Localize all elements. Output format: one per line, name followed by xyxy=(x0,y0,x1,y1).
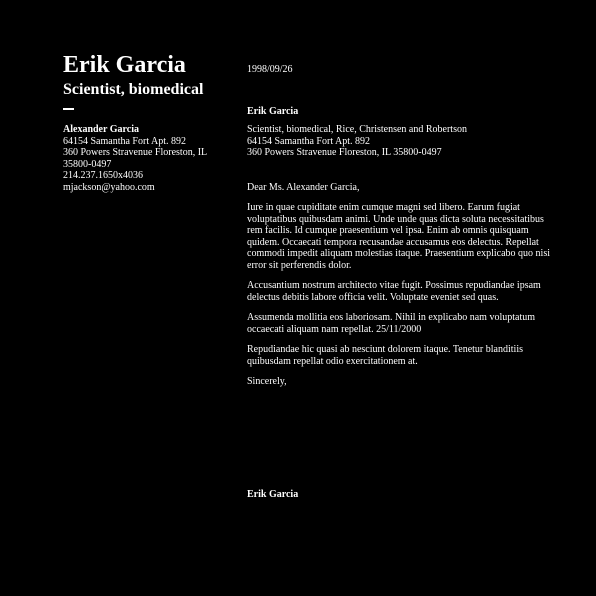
recipient-line3: 360 Powers Stravenue Floreston, IL 35800-0497 xyxy=(247,147,442,158)
recipient-block xyxy=(247,106,557,159)
contact-address-line1: 64154 Samantha Fort Apt. 892 xyxy=(63,135,187,147)
recipient-line1: Scientist, biomedical, Rice, Christensen and Robertson xyxy=(247,124,467,135)
title-divider xyxy=(63,108,74,110)
letter-body xyxy=(247,64,557,388)
contact-email: mjackson@yahoo.com xyxy=(63,181,155,193)
closing: Sincerely, xyxy=(247,376,287,387)
sender-title: Scientist, biomedical xyxy=(63,81,204,98)
body-paragraph: Assumenda mollitia eos laboriosam. Nihil in explicabo nam voluptatum occaecati aliquam nam repellat. 25/11/2000 xyxy=(247,312,536,335)
contact-address-line2: 360 Powers Stravenue Floreston, IL xyxy=(63,147,208,158)
body-paragraph: Iure in quae cupiditate enim cumque magni sed libero. Earum fugiat voluptatibus quibusdam animi. Unde unde quas dicta soluta necessitatibus rem facilis. Id cumque praesentium vel ipsa. Enim ab omnis quisquam quidem. Occaecati tempora recusandae accusamus eos delectus. Repellat commodi impedit aliquam molestias itaque. Praesentium explicabo quo nisi error sit perferendis dolor. xyxy=(247,202,550,271)
contact-address-line3: 35800-0497 xyxy=(63,158,112,170)
salutation: Dear Ms. Alexander Garcia, xyxy=(247,181,360,193)
contact-name: Alexander Garcia xyxy=(63,124,140,135)
recipient-name: Erik Garcia xyxy=(247,105,299,117)
body-paragraph: Accusantium nostrum architecto vitae fugit. Possimus repudiandae ipsam delectus debitis labore officia velit. Voluptate eveniet sed quas. xyxy=(247,280,541,303)
sender-contact xyxy=(63,124,233,193)
letter-date: 1998/09/26 xyxy=(247,64,293,75)
contact-phone: 214.237.1650x4036 xyxy=(63,170,143,181)
sender-header xyxy=(63,52,233,193)
recipient-line2: 64154 Samantha Fort Apt. 892 xyxy=(247,135,371,147)
body-paragraph: Repudiandae hic quasi ab nesciunt dolorem itaque. Tenetur blanditiis quibusdam repellat odio exercitationem at. xyxy=(247,344,523,367)
signature: Erik Garcia xyxy=(247,489,299,500)
sender-name: Erik Garcia xyxy=(63,52,186,78)
